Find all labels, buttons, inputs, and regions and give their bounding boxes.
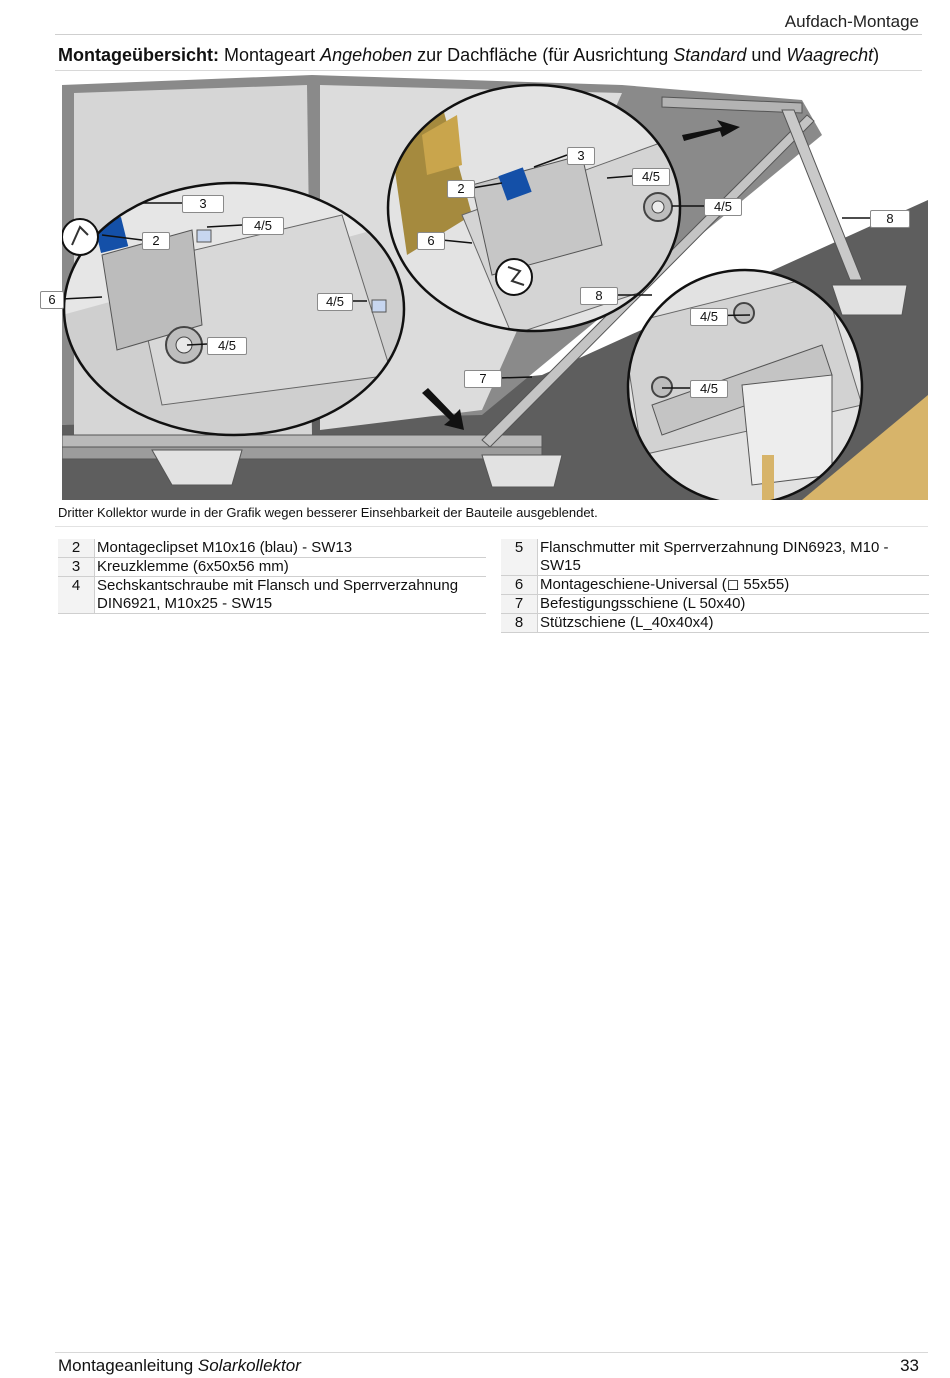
legend-row bbox=[58, 558, 486, 577]
legend-number: 4 bbox=[58, 577, 95, 614]
callout-label: 4/5 bbox=[704, 198, 742, 216]
title-divider bbox=[55, 70, 922, 71]
callout-label: 2 bbox=[142, 232, 170, 250]
caption-divider bbox=[55, 526, 928, 527]
legend-description: Sechskantschraube mit Flansch und Sperrverzahnung DIN6921, M10x25 - SW15 bbox=[95, 577, 487, 614]
callout-label: 8 bbox=[870, 210, 910, 228]
figure-caption: Dritter Kollektor wurde in der Grafik wegen besserer Einsehbarkeit der Bauteile ausgeblendet. bbox=[58, 505, 598, 520]
header-divider bbox=[55, 34, 922, 35]
callout-label: 3 bbox=[567, 147, 595, 165]
legend-number: 6 bbox=[501, 576, 538, 595]
assembly-illustration bbox=[48, 75, 928, 500]
legend-description: Befestigungsschiene (L 50x40) bbox=[538, 595, 930, 614]
callout-labels bbox=[48, 75, 928, 500]
legend-description: Flanschmutter mit Sperrverzahnung DIN6923, M10 - SW15 bbox=[538, 539, 930, 576]
callout-label: 7 bbox=[464, 370, 502, 388]
header-section-title: Aufdach-Montage bbox=[784, 12, 919, 31]
title-part-4: ) bbox=[873, 45, 880, 65]
parts-legend-left bbox=[58, 539, 486, 614]
legend-description: Kreuzklemme (6x50x56 mm) bbox=[95, 558, 487, 577]
legend-row bbox=[501, 614, 929, 633]
legend-number: 5 bbox=[501, 539, 538, 576]
title-part-2: zur Dachfläche (für Ausrichtung bbox=[412, 45, 674, 65]
callout-label: 6 bbox=[417, 232, 445, 250]
title-part-1: Montageart bbox=[219, 45, 321, 65]
footer-divider bbox=[55, 1352, 928, 1353]
legend-number: 2 bbox=[58, 539, 95, 558]
legend-row bbox=[501, 595, 929, 614]
callout-label: 4/5 bbox=[690, 308, 728, 326]
parts-legend-right bbox=[501, 539, 929, 633]
callout-label: 4/5 bbox=[690, 380, 728, 398]
callout-label: 4/5 bbox=[632, 168, 670, 186]
callout-label: 8 bbox=[580, 287, 618, 305]
legend-number: 3 bbox=[58, 558, 95, 577]
title-italic-1: Angehoben bbox=[320, 45, 413, 65]
footer-manual: Montageanleitung bbox=[58, 1356, 198, 1375]
callout-label: 4/5 bbox=[207, 337, 247, 355]
legend-description: Stützschiene (L_40x40x4) bbox=[538, 614, 930, 633]
legend-number: 7 bbox=[501, 595, 538, 614]
title-bold: Montageübersicht: bbox=[58, 45, 220, 65]
legend-description: Montageschiene-Universal (◻ 55x55) bbox=[538, 576, 930, 595]
footer-manual-italic: Solarkollektor bbox=[197, 1356, 301, 1375]
title-italic-2: Standard bbox=[673, 45, 747, 65]
legend-row bbox=[58, 577, 486, 614]
callout-label: 4/5 bbox=[317, 293, 353, 311]
title-italic-3: Waagrecht bbox=[786, 45, 874, 65]
legend-number: 8 bbox=[501, 614, 538, 633]
footer-manual-title bbox=[58, 1356, 301, 1376]
callout-label: 3 bbox=[182, 195, 224, 213]
page-title bbox=[58, 45, 879, 66]
legend-row bbox=[501, 576, 929, 595]
title-part-3: und bbox=[746, 45, 787, 65]
callout-label: 4/5 bbox=[242, 217, 284, 235]
legend-row bbox=[501, 539, 929, 576]
page-number: 33 bbox=[900, 1356, 919, 1375]
legend-description: Montageclipset M10x16 (blau) - SW13 bbox=[95, 539, 487, 558]
callout-label: 6 bbox=[40, 291, 64, 309]
callout-label: 2 bbox=[447, 180, 475, 198]
legend-row bbox=[58, 539, 486, 558]
